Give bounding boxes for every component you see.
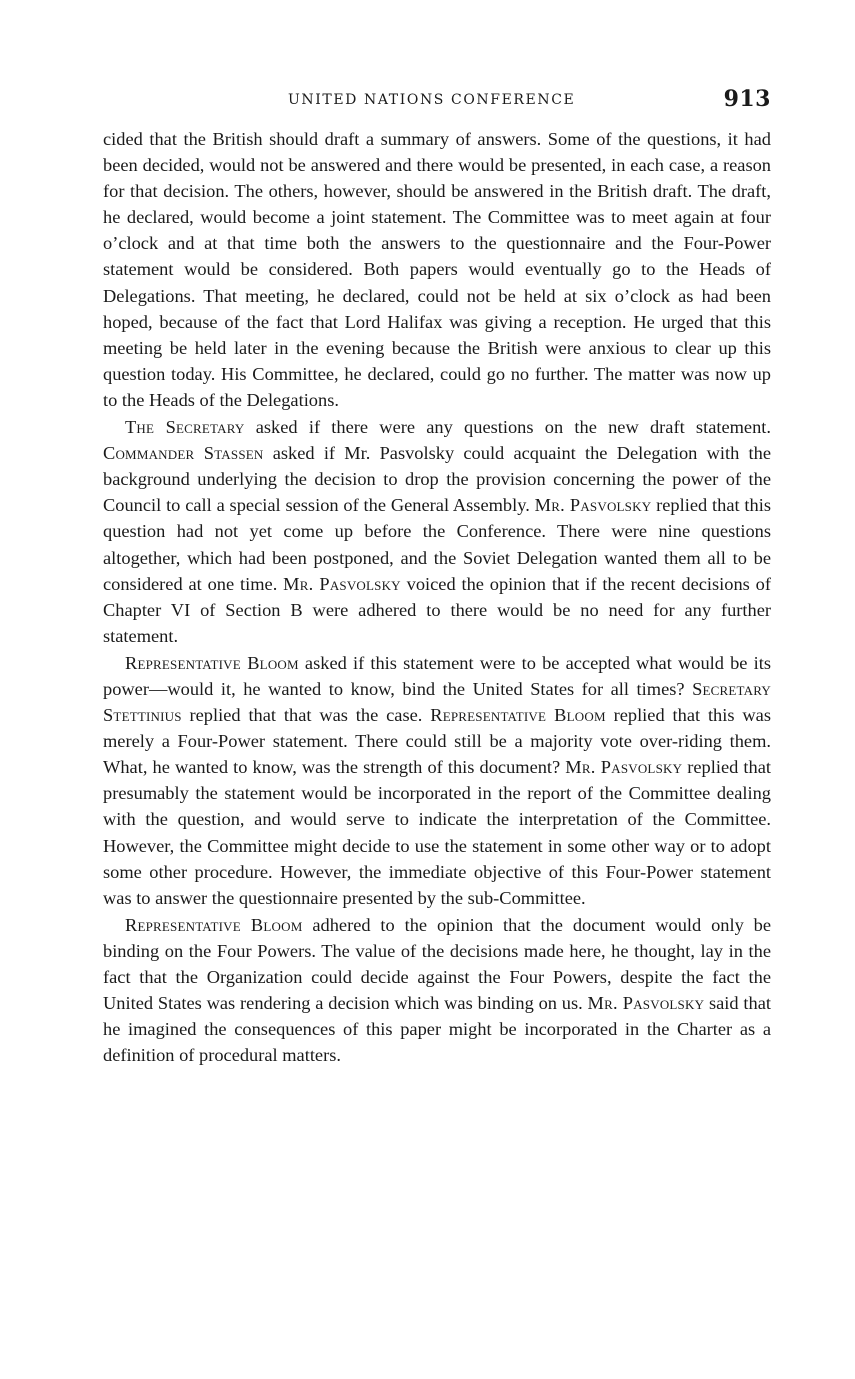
text-run: replied that this was merely a Four-Power statement. There could still be a majority vote over-riding them. What, he wanted to know, was the strength of this document? [103,705,771,778]
document-page [103,86,771,1068]
text-run: asked if Mr. Pasvolsky could acquaint the Delegation with the background underlying the decision to drop the provision concerning the power of the Council to call a special session of the General Assembly. [103,443,771,516]
body-text [103,126,771,1068]
text-run: asked if this statement were to be accepted what would be its power—would it, he wanted to know, bind the United States for all times? [103,652,771,699]
speaker-name: Representative Bloom [125,652,299,673]
speaker-name: Commander Stassen [103,443,264,464]
speaker-name: The Secretary [125,417,245,438]
speaker-name: Mr. Pasvolsky [565,757,683,778]
paragraph-bloom-question [103,650,771,911]
text-run: voiced the opinion that if the recent decisions of Chapter VI of Section B were adhered to there would be no need for any further statement. [103,573,771,646]
speaker-name: Representative Bloom [125,914,303,935]
text-run: cided that the British should draft a summary of answers. Some of the questions, it had been decided, would not be answered and there would be presented, in each case, a reason for that decision. The others, however, should be answered in the British draft. The draft, he declared, would become a joint statement. The Committee was to meet again at four o’clock and at that time both the answers to the questionnaire and the Four-Power statement would be considered. Both papers would eventually go to the Heads of Delegations. That meeting, he declared, could not be held at six o’clock as had been hoped, because of the fact that Lord Halifax was giving a reception. He urged that this meeting be held later in the evening because the British were anxious to clear up this question today. His Committee, he declared, could go no further. The matter was now up to the Heads of the Delegations. [103,129,771,410]
paragraph-secretary-question [103,414,771,649]
speaker-name: Mr. Pasvolsky [587,993,705,1014]
page-number: 913 [723,86,771,112]
text-run: adhered to the opinion that the document would only be binding on the Four Powers. The value of the decisions made here, he thought, lay in the fact that the Organization could decide against the Four Powers, despite the fact the United States was rendering a decision which was binding on us. [103,914,771,1014]
speaker-name: Mr. Pasvolsky [283,573,401,594]
text-run: replied that presumably the statement would be incorporated in the report of the Committee dealing with the question, and would serve to indicate the interpretation of the Committee. However, the Committee might decide to use the statement in some other way or to adopt some other procedure. However, the immediate objective of this Four-Power statement was to answer the questionnaire presented by the sub-Committee. [103,757,771,908]
text-run: replied that this question had not yet come up before the Conference. There were nine questions altogether, which had been postponed, and the Soviet Delegation wanted them all to be considered at one time. [103,495,771,594]
paragraph-bloom-opinion [103,912,771,1069]
text-run: said that he imagined the consequences of this paper might be incorporated in the Charter as a definition of procedural matters. [103,993,771,1066]
running-title: UNITED NATIONS CONFERENCE [288,92,576,108]
speaker-name: Mr. Pasvolsky [534,495,652,516]
speaker-name: Representative Bloom [430,705,606,726]
paragraph-continuation [103,126,771,413]
running-header [103,86,771,120]
text-run: replied that that was the case. [181,705,431,726]
text-run: asked if there were any questions on the new draft statement. [244,417,771,438]
speaker-name: Secretary Stettinius [103,678,771,726]
